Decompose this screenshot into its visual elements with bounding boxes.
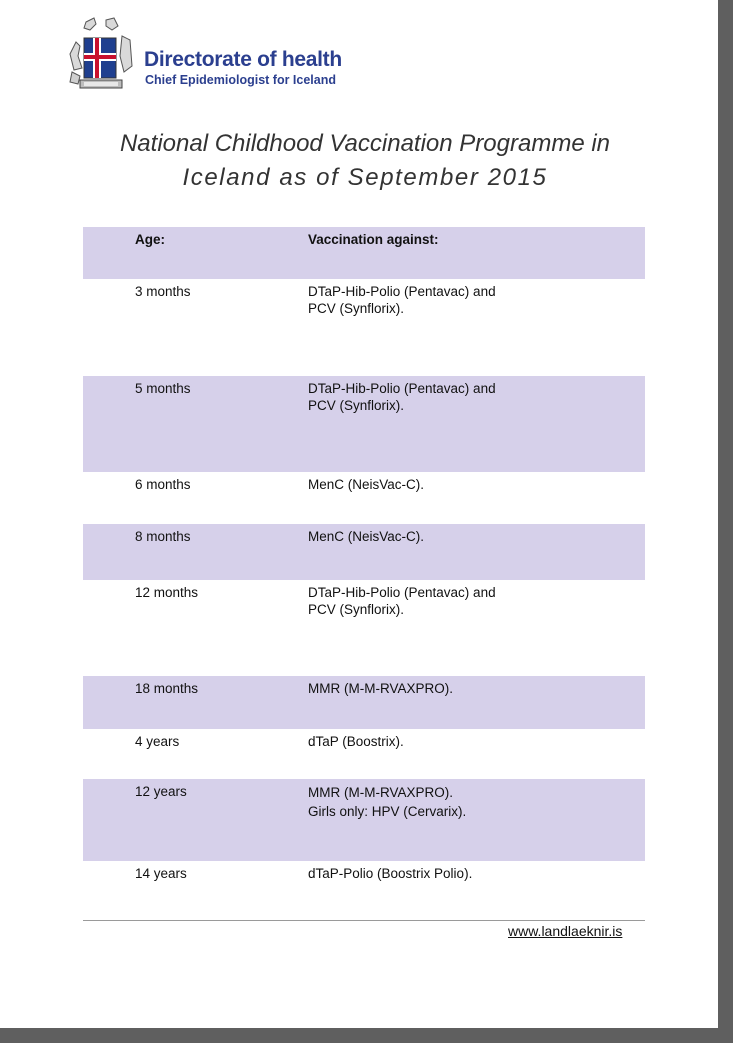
vaccination-line: MenC (NeisVac-C).: [308, 477, 425, 492]
table-row: [83, 580, 645, 676]
row-vaccination: [308, 584, 628, 618]
row-age: 3 months: [135, 284, 191, 299]
vaccination-line: MMR (M-M-RVAXPRO).: [308, 785, 453, 800]
website-link[interactable]: www.landlaeknir.is: [508, 923, 623, 939]
table-row: [83, 729, 645, 779]
table-row: [83, 779, 645, 861]
column-header-vaccination: Vaccination against:: [308, 232, 439, 247]
vaccination-line: MMR (M-M-RVAXPRO).: [308, 681, 453, 696]
table-header-row: [83, 227, 645, 279]
table-row: [83, 861, 645, 911]
row-vaccination: [308, 283, 628, 317]
vaccination-line: PCV (Synflorix).: [308, 301, 405, 316]
iceland-coat-of-arms-icon: [66, 16, 136, 94]
vaccination-line: dTaP (Boostrix).: [308, 734, 404, 749]
row-vaccination: [308, 528, 628, 545]
row-age: 18 months: [135, 681, 199, 696]
vaccination-line: DTaP-Hib-Polio (Pentavac) and: [308, 585, 496, 600]
row-vaccination: [308, 680, 628, 697]
column-header-age: Age:: [135, 232, 165, 247]
vaccination-line: Girls only: HPV (Cervarix).: [308, 804, 467, 819]
row-vaccination: [308, 380, 628, 414]
table-row: [83, 524, 645, 580]
row-age: 12 months: [135, 585, 199, 600]
row-age: 5 months: [135, 381, 191, 396]
row-age: 12 years: [135, 784, 187, 799]
row-vaccination: [308, 783, 628, 821]
table-row: [83, 676, 645, 729]
row-age: 6 months: [135, 477, 191, 492]
row-age: 14 years: [135, 866, 187, 881]
document-title-line-1: National Childhood Vaccination Programme in: [119, 130, 611, 157]
organization-name: Directorate of health: [144, 48, 342, 71]
footer-divider: [83, 920, 645, 921]
table-row: [83, 376, 645, 472]
row-age: 4 years: [135, 734, 180, 749]
vaccination-line: PCV (Synflorix).: [308, 602, 405, 617]
row-age: 8 months: [135, 529, 191, 544]
vaccination-line: PCV (Synflorix).: [308, 398, 405, 413]
vaccination-line: DTaP-Hib-Polio (Pentavac) and: [308, 381, 496, 396]
document-title-line-2: Iceland as of September 2015: [182, 164, 548, 191]
row-vaccination: [308, 865, 628, 882]
vaccination-line: DTaP-Hib-Polio (Pentavac) and: [308, 284, 496, 299]
vaccination-line: MenC (NeisVac-C).: [308, 529, 425, 544]
row-vaccination: [308, 476, 628, 493]
table-row: [83, 279, 645, 376]
organization-subtitle: Chief Epidemiologist for Iceland: [145, 73, 336, 87]
vaccination-line: dTaP-Polio (Boostrix Polio).: [308, 866, 473, 881]
row-vaccination: [308, 733, 628, 750]
table-row: [83, 472, 645, 524]
